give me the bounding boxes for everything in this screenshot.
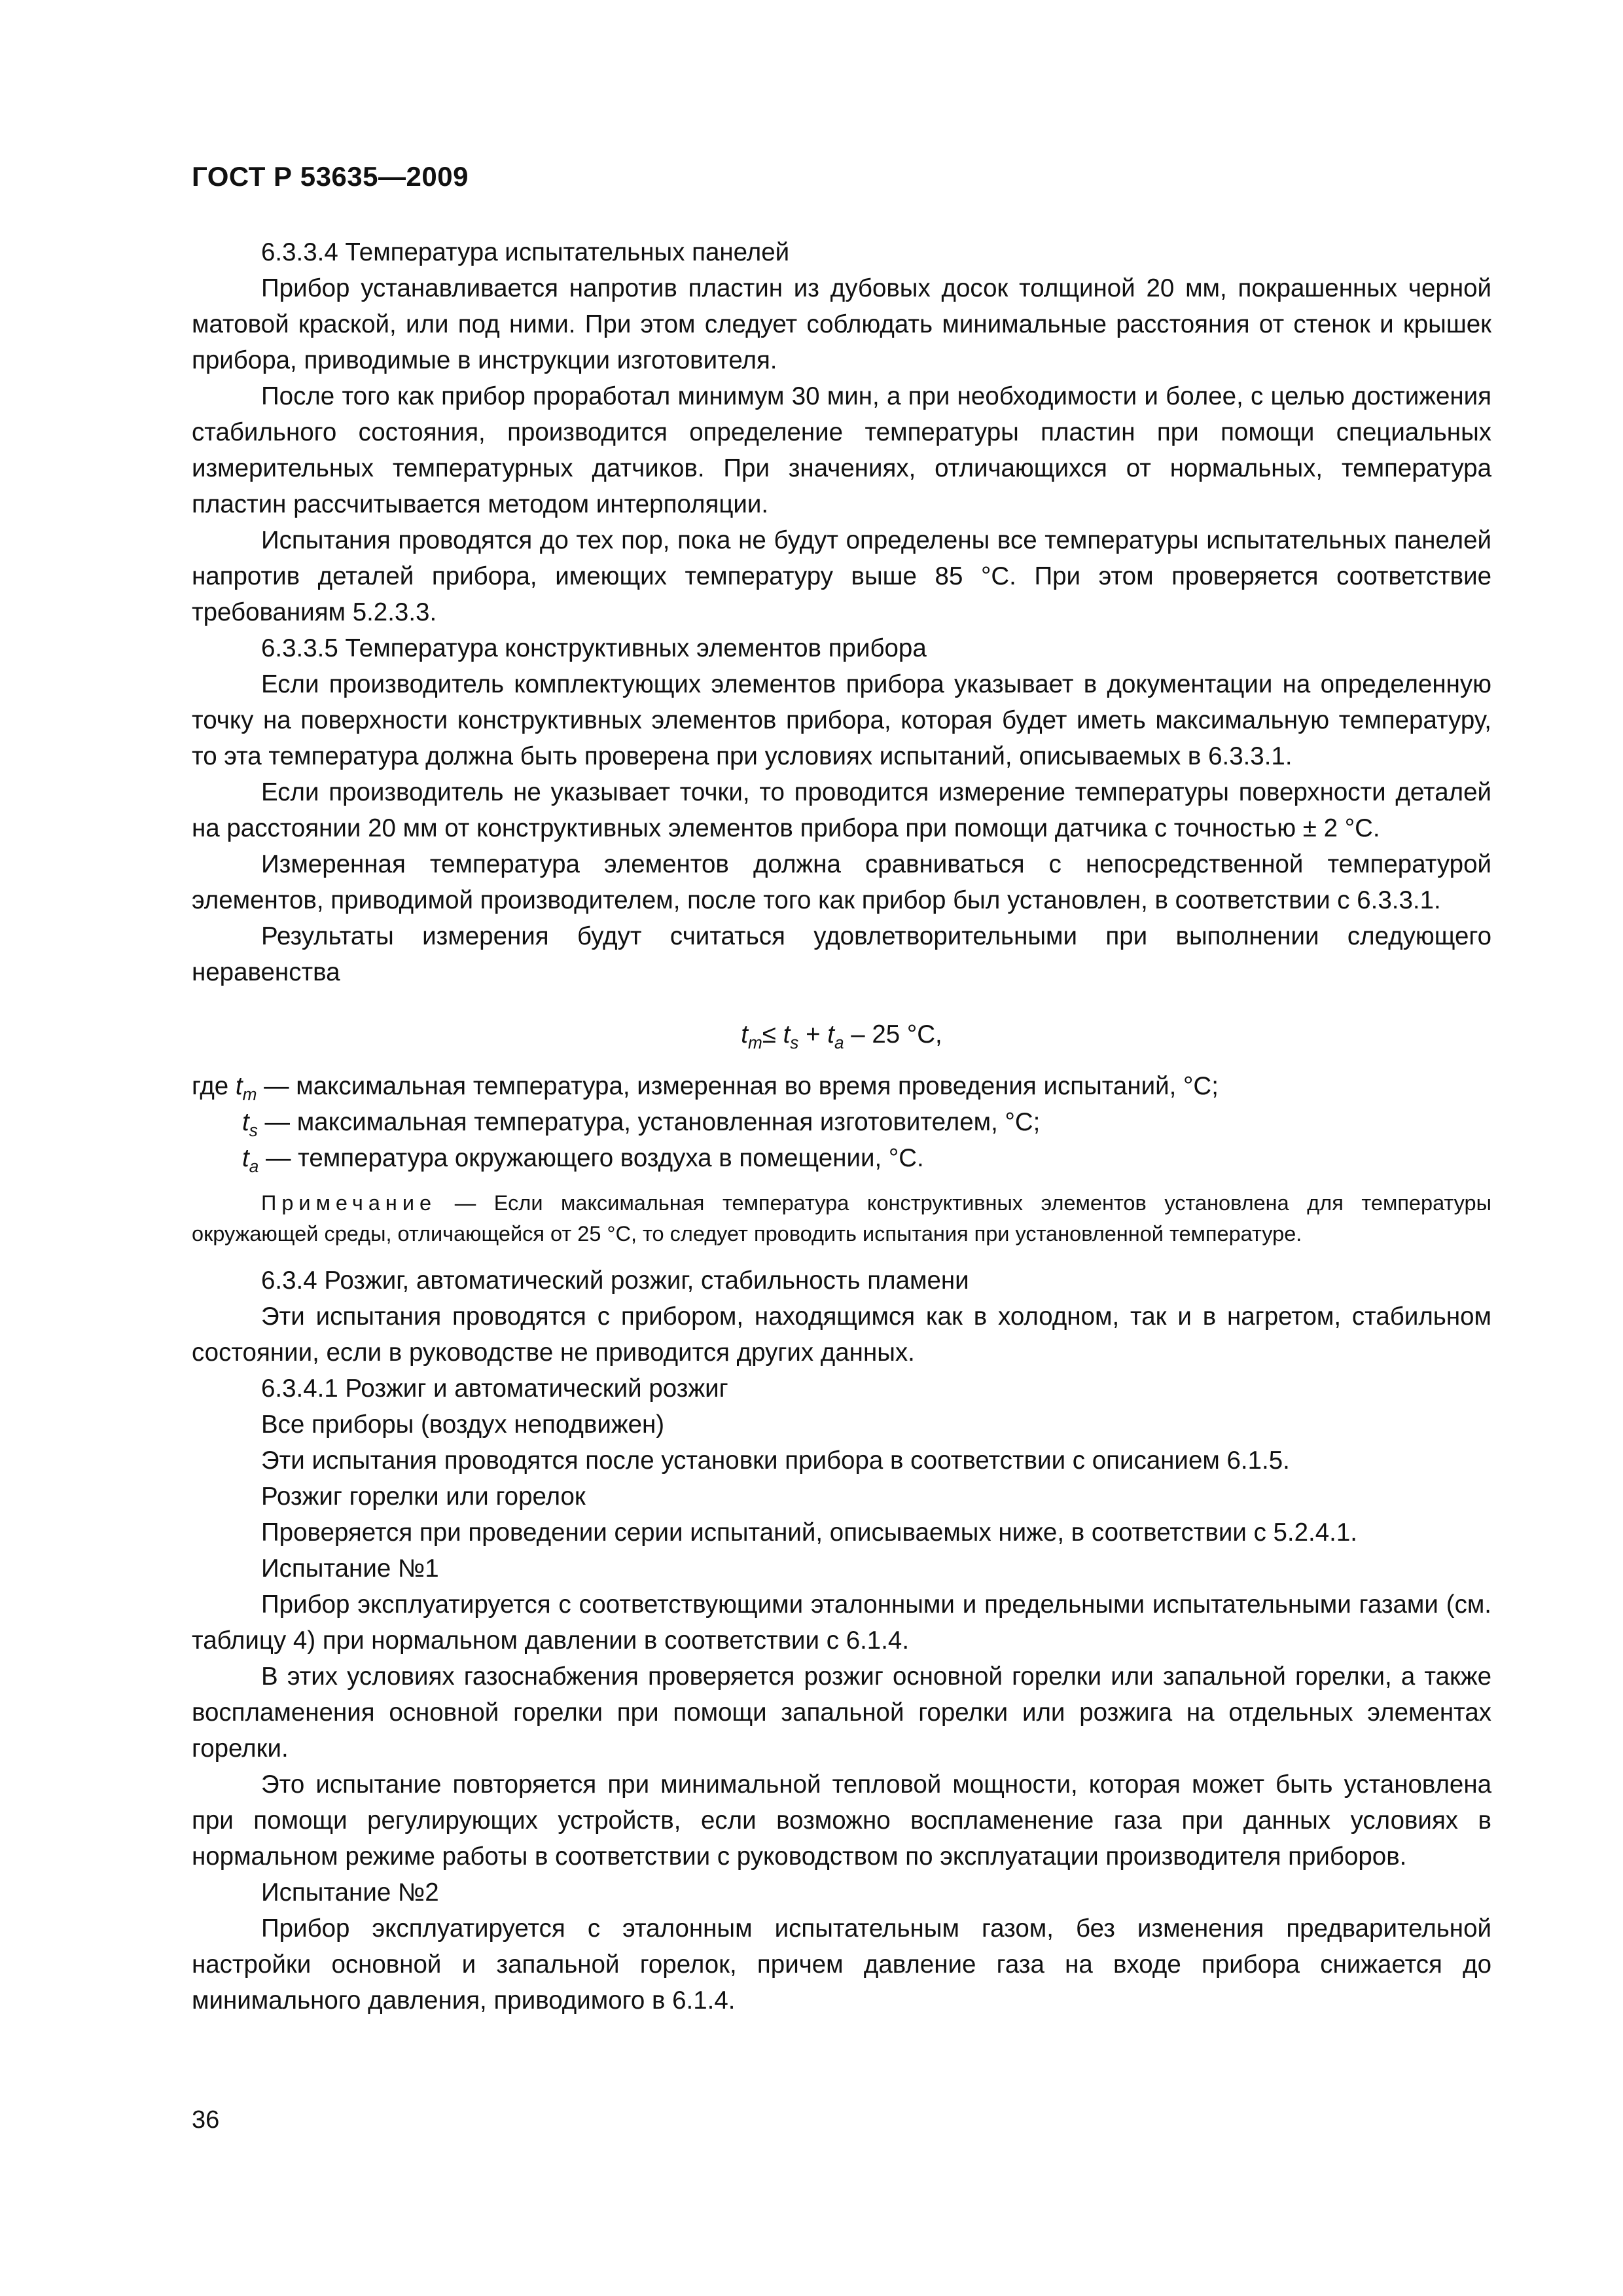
paragraph: Если производитель не указывает точки, то проводится измерение температуры поверхности деталей на расстоянии 20 мм от конструктивных элементов прибора при помощи датчика с точностью ± 2 °С. (192, 778, 1491, 842)
document-body (192, 234, 1491, 2018)
formula-subscript-a: a (834, 1033, 844, 1053)
formula-subscript-s: s (790, 1033, 799, 1053)
formula-plus: + (798, 1020, 828, 1049)
formula-t-symbol: t (783, 1020, 791, 1049)
where-prefix: где (192, 1072, 236, 1100)
definition-text: — температура окружающего воздуха в помещении, °С. (259, 1144, 924, 1172)
document-header: ГОСТ Р 53635—2009 (192, 161, 469, 192)
subscript-a: a (249, 1157, 259, 1177)
test-heading-1: Испытание №1 (261, 1554, 439, 1583)
definition-text: — максимальная температура, измеренная во время проведения испытаний, °С; (257, 1072, 1219, 1100)
symbol-t: t (235, 1072, 243, 1100)
formula-rest: – 25 °С, (844, 1020, 942, 1049)
paragraph: После того как прибор проработал минимум 30 мин, а при необходимости и более, с целью достижения стабильного состояния, производится определение температуры пластин при помощи специальных измерительных температурных датчиков. При значениях, отличающихся от нормальных, температура пластин рассчитывается методом интерполяции. (192, 382, 1491, 518)
formula-t-symbol: t (827, 1020, 834, 1049)
paragraph: Результаты измерения будут считаться удовлетворительными при выполнении следующего неравенства (192, 922, 1491, 986)
symbol-t: t (242, 1144, 249, 1172)
definition-ta (192, 1140, 1491, 1176)
section-heading-6-3-3-4: 6.3.3.4 Температура испытательных панелей (261, 238, 790, 266)
section-heading-6-3-3-5: 6.3.3.5 Температура конструктивных элементов прибора (261, 634, 927, 662)
paragraph: В этих условиях газоснабжения проверяется розжиг основной горелки или запальной горелки, а также воспламенения основной горелки при помощи запальной горелки или розжига на отдельных элементах горелки. (192, 1662, 1491, 1763)
symbol-t: t (242, 1108, 249, 1136)
note-text: — Если максимальная температура конструктивных элементов установлена для температуры окружающей среды, отличающейся от 25 °С, то следует проводить испытания при установленной температуре. (192, 1191, 1491, 1246)
paragraph: Прибор устанавливается напротив пластин из дубовых досок толщиной 20 мм, покрашенных черной матовой краской, или под ними. При этом следует соблюдать минимальные расстояния от стенок и крышек прибора, приводимые в инструкции изготовителя. (192, 274, 1491, 374)
paragraph: Розжиг горелки или горелок (261, 1482, 586, 1511)
paragraph: Проверяется при проведении серии испытаний, описываемых ниже, в соответствии с 5.2.4.1. (261, 1518, 1357, 1547)
formula-le-symbol: ≤ (762, 1020, 783, 1049)
paragraph: Прибор эксплуатируется с соответствующими эталонными и предельными испытательными газами (см. таблицу 4) при нормальном давлении в соответствии с 6.1.4. (192, 1590, 1491, 1655)
definition-text: — максимальная температура, установленная изготовителем, °С; (257, 1108, 1041, 1136)
inequality-formula (192, 1016, 1491, 1052)
note-label: Примечание (261, 1191, 437, 1215)
definition-ts (192, 1104, 1491, 1140)
subscript-s: s (249, 1121, 258, 1141)
test-heading-2: Испытание №2 (261, 1878, 439, 1907)
paragraph: Эти испытания проводятся с прибором, находящимся как в холодном, так и в нагретом, стабильном состоянии, если в руководстве не приводится других данных. (192, 1302, 1491, 1367)
page-number: 36 (192, 2106, 220, 2134)
formula-subscript-m: m (747, 1033, 762, 1053)
paragraph: Прибор эксплуатируется с эталонным испытательным газом, без изменения предварительной настройки основной и запальной горелок, причем давление газа на входе прибора снижается до минимального давления, приводимого в 6.1.4. (192, 1914, 1491, 2015)
definition-tm (192, 1068, 1491, 1104)
subscript-m: m (242, 1085, 257, 1105)
paragraph: Эти испытания проводятся после установки прибора в соответствии с описанием 6.1.5. (261, 1446, 1290, 1475)
paragraph: Все приборы (воздух неподвижен) (261, 1410, 665, 1439)
paragraph: Измеренная температура элементов должна сравниваться с непосредственной температурой элементов, приводимой производителем, после того как прибор был установлен, в соответствии с 6.3.3.1. (192, 850, 1491, 914)
paragraph: Испытания проводятся до тех пор, пока не будут определены все температуры испытательных панелей напротив деталей прибора, имеющих температуру выше 85 °С. При этом проверяется соответствие требованиям 5.2.3.3. (192, 526, 1491, 626)
note-block (192, 1188, 1491, 1249)
section-heading-6-3-4-1: 6.3.4.1 Розжиг и автоматический розжиг (261, 1374, 728, 1403)
section-heading-6-3-4: 6.3.4 Розжиг, автоматический розжиг, стабильность пламени (261, 1266, 969, 1295)
formula-t-symbol: t (741, 1020, 748, 1049)
paragraph: Если производитель комплектующих элементов прибора указывает в документации на определенную точку на поверхности конструктивных элементов прибора, которая будет иметь максимальную температуру, то эта температура должна быть проверена при условиях испытаний, описываемых в 6.3.3.1. (192, 670, 1491, 770)
paragraph: Это испытание повторяется при минимальной тепловой мощности, которая может быть установлена при помощи регулирующих устройств, если возможно воспламенение газа при данных условиях в нормальном режиме работы в соответствии с руководством по эксплуатации производителя приборов. (192, 1770, 1491, 1871)
